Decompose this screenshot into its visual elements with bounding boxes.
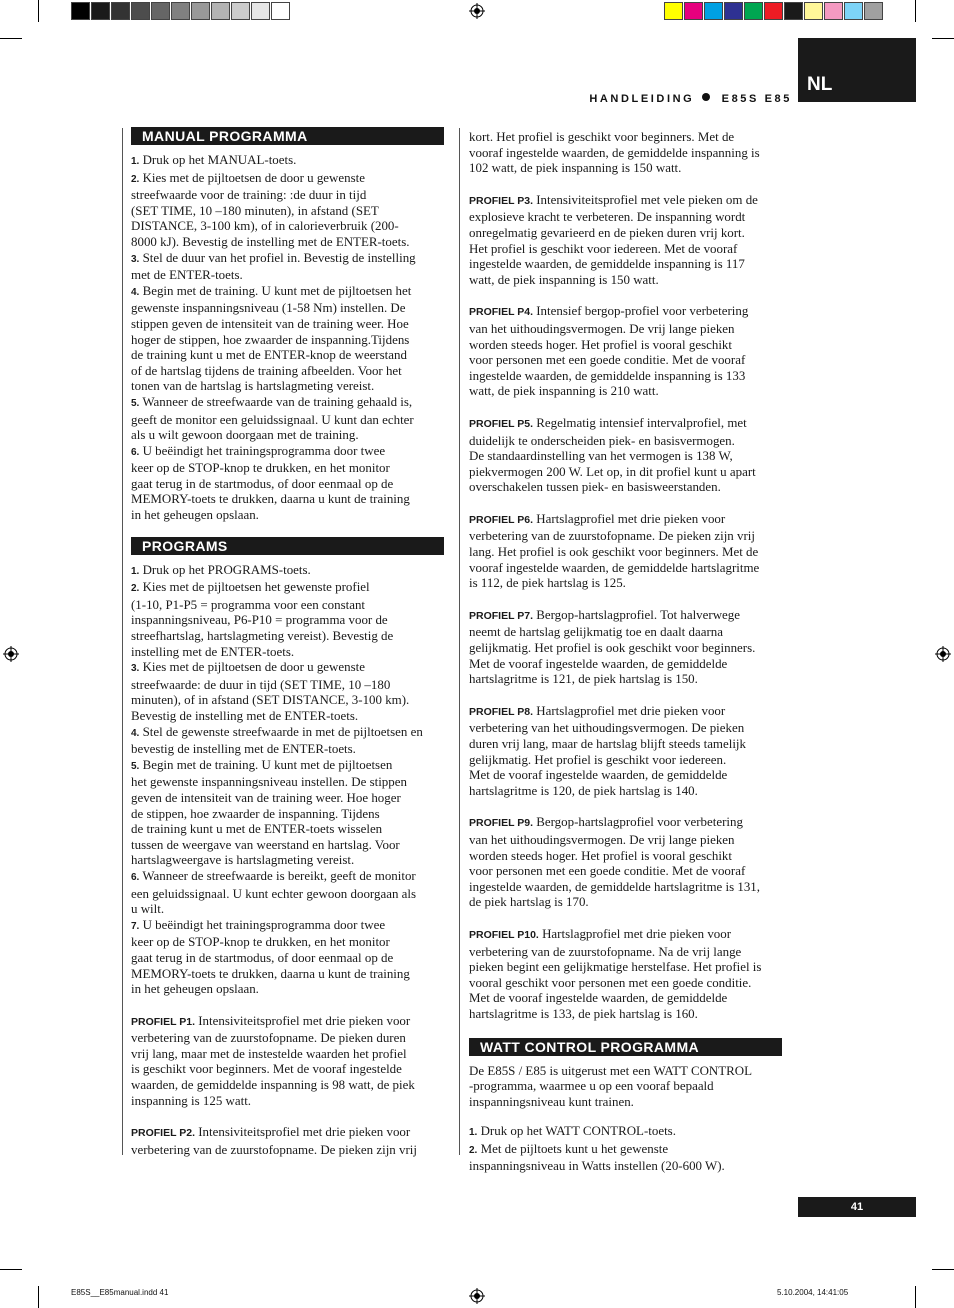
text-line: (1-10, P1-P5 = programma voor een constant [131,596,366,612]
text-line: ingestelde waarden, de gemiddelde inspanning is 117 [469,256,745,272]
page-number: 41 [798,1197,916,1217]
text-line: in het geheugen opslaan. [131,507,259,523]
text-line: voor personen met een goede conditie. Met de vooraf [469,352,746,368]
color-swatch [91,2,110,20]
text-line: tussen de weergave van weerstand en hartslag. Voor [131,836,400,852]
text-line: het gewenste inspanningsniveau instellen. De stippen [131,774,407,790]
text-line: MEMORY-toets te drukken, daarna u kunt de training [131,965,410,981]
color-swatch [764,2,783,20]
crop-mark [915,0,916,22]
color-swatch [784,2,803,20]
language-tab [798,38,916,102]
profile-label: PROFIEL P8. [469,705,533,718]
text-line: De E85S / E85 is uitgerust met een WATT CONTROL [469,1062,753,1078]
watt-intro [469,1063,782,1110]
profile-label: PROFIEL P3. [469,194,533,207]
crop-mark [0,38,22,39]
text-line: Druk op het PROGRAMS-toets. [139,561,311,577]
text-line: Kies met de pijltoetsen het gewenste profiel [139,579,370,595]
text-line: de stippen, hoe zwaarder de inspanning. Tijdens [131,805,380,821]
text-line: inspanningsniveau kunt trainen. [469,1093,634,1109]
text-line: gelijkmatig. Het profiel is ook geschikt voor beginners. [469,640,756,656]
manual-steps [131,152,444,523]
profile-paragraph [469,607,782,687]
text-line: streefhartslag, hartslagmeting vereist). Bevestig de [131,628,394,644]
text-line: geven de intensiteit van de training weer. Hoe hoger [131,789,401,805]
text-line: piekvermogen 200 W. Let op, in dit profiel kunt u apart [469,463,756,479]
text-line: De standaardinstelling van het vermogen is 138 W, [469,448,733,464]
text-line: Het profiel is geschikt voor iedereen. Met de vooraf [469,240,738,256]
text-line: lang. Het profiel is ook geschikt voor beginners. Met de [469,544,759,560]
crop-mark [38,1286,39,1308]
text-line: de training kunt u met de ENTER-knop de weerstand [131,347,407,363]
text-line: MEMORY-toets te drukken, daarna u kunt de training [131,491,410,507]
step-item [131,757,444,868]
profile-label: PROFIEL P5. [469,417,533,430]
color-swatch [271,2,290,20]
header-title-right: E85S E85 [721,93,792,105]
profile-paragraph [469,703,782,799]
text-line: vooraf ingestelde waarden, de gemiddelde inspanning is [469,144,760,160]
text-line: keer op de STOP-knop te drukken, en het monitor [131,934,390,950]
text-line: 8000 kJ). Bevestig de instelling met de ENTER-toets. [131,233,410,249]
color-swatch [704,2,723,20]
text-line: overschakelen tussen piek- en basisweerstanden. [469,479,721,495]
step-item [469,1123,782,1141]
profile-paragraph [469,303,782,399]
color-swatch [864,2,883,20]
color-swatch [231,2,250,20]
step-number: 2. [131,583,140,595]
step-item [131,283,444,394]
text-line: tonen van de hartslag is hartslagmeting vereist. [131,378,375,394]
color-swatch [71,2,90,20]
text-line: hartslagritme is 133, de piek hartslag is 160. [469,1005,698,1021]
profile-p2-continued [469,129,782,176]
text-line: gaat terug in de startmodus, of door eenmaal op de [131,949,394,965]
profile-label: PROFIEL P9. [469,817,533,830]
crop-mark [915,1286,916,1308]
left-column [131,127,444,1157]
column-rule [122,128,123,1155]
text-line: streefwaarde: de duur in tijd (SET TIME, 10 –180 [131,676,391,692]
text-line: gewenste inspanningsniveau (1-58 Nm) instellen. De [131,300,406,316]
text-line: de piek hartslag is 170. [469,894,589,910]
text-line: U beëindigt het trainingsprogramma door twee [139,916,386,932]
text-line: geeft de monitor een geluidssignaal. U kunt dan echter [131,411,414,427]
text-line: van het uithoudingsvermogen. De vrij lange pieken [469,320,735,336]
text-line: Met de vooraf ingestelde waarden, de gemiddelde [469,767,728,783]
text-line: onregelmatig gevarieerd en de pieken duren vrij kort. [469,224,745,240]
text-line: bevestig de instelling met de ENTER-toets. [131,741,356,757]
step-number: 7. [131,920,140,932]
text-line: in het geheugen opslaan. [131,981,259,997]
text-line: hartslagritme is 121, de piek hartslag is 150. [469,671,698,687]
color-swatch [844,2,863,20]
text-line: Intensiviteitsprofiel met drie pieken voor [195,1012,411,1028]
color-swatch [664,2,683,20]
text-line: worden steeds hoger. Het profiel is vooral geschikt [469,336,732,352]
text-line: inspanning is 125 watt. [131,1092,252,1108]
registration-mark-icon [3,646,19,662]
registration-mark-icon [469,3,485,19]
text-line: verbetering van de zuurstofopname. Na de vrij lange [469,943,742,959]
text-line: of de hartslag tijdens de training afbeelden. Voor het [131,362,402,378]
text-line: DISTANCE, 3-100 km), of in calorieverbruik (200- [131,218,399,234]
right-column [469,129,782,1174]
text-line: duren vrij lang, maar de hartslag blijft steeds tamelijk [469,736,746,751]
text-line: verbetering van de zuurstofopname. De pieken zijn vrij [131,1141,417,1157]
text-line: Bergop-hartslagprofiel. Tot halverwege [533,606,740,622]
text-line: inspanningsniveau in Watts instellen (20-600 W). [469,1158,725,1174]
text-line: een geluidssignaal. U kunt echter gewoon doorgaan als [131,885,417,901]
text-line: U beëindigt het trainingsprogramma door twee [139,442,386,458]
text-line: 102 watt, de piek inspanning is 150 watt. [469,160,682,176]
text-line: ingestelde waarden, de gemiddelde inspanning is 133 [469,367,746,383]
step-number: 1. [469,1127,478,1139]
text-line: Stel de gewenste streefwaarde in met de pijltoetsen en [139,723,423,739]
text-line: met de ENTER-toets. [131,267,243,283]
text-line: verbetering van de zuurstofopname. De pieken zijn vrij [469,528,755,544]
text-line: is 112, de piek hartslag is 125. [469,575,626,591]
color-swatch [211,2,230,20]
text-line: worden steeds hoger. Het profiel is vooral geschikt [469,847,732,863]
text-line: waarden, de gemiddelde inspanning is 98 watt, de piek [131,1077,415,1093]
text-line: hoger de stippen, hoe zwaarder de inspanning.Tijdens [131,331,410,347]
text-line: Hartslagprofiel met drie pieken voor [533,510,726,526]
text-line: kort. Het profiel is geschikt voor beginners. Met de [469,129,735,144]
text-line: Kies met de pijltoetsen de door u gewenste [139,169,365,185]
text-line: Met de pijltoets kunt u het gewenste [477,1140,669,1156]
text-line: duidelijk te onderscheiden piek- en basisvermogen. [469,432,735,448]
color-swatch [111,2,130,20]
step-number: 2. [131,173,140,185]
text-line: (SET TIME, 10 –180 minuten), in afstand (SET [131,202,379,218]
text-line: Intensief bergop-profiel voor verbetering [533,303,749,319]
section-heading-manual: MANUAL PROGRAMMA [131,127,444,145]
profile-label: PROFIEL P6. [469,513,533,526]
text-line: stippen geven de intensiteit van de training weer. Hoe [131,315,409,331]
text-line: hartslagweergave is hartslagmeting vereist. [131,852,355,868]
language-label: NL [807,74,833,95]
step-item [131,868,444,917]
color-swatch [151,2,170,20]
text-line: keer op de STOP-knop te drukken, en het monitor [131,460,390,476]
text-line: Bergop-hartslagprofiel voor verbetering [533,814,743,830]
text-line: -programma, waarmee u op een vooraf bepaald [469,1078,714,1094]
color-swatch [251,2,270,20]
text-line: verbetering van de zuurstofopname. De pieken duren [131,1030,406,1046]
profile-paragraph [469,511,782,591]
text-line: Intensiviteitsprofiel met drie pieken voor [195,1124,411,1140]
header-title [540,93,792,105]
color-swatch [191,2,210,20]
text-line: watt, de piek inspanning is 210 watt. [469,383,659,399]
step-number: 5. [131,760,140,772]
watt-steps [469,1123,782,1174]
text-line: neemt de hartslag gelijkmatig toe en daalt daarna [469,624,723,640]
column-rule [459,128,460,1155]
text-line: Bevestig de instelling met de ENTER-toets. [131,708,359,723]
step-number: 4. [131,286,140,298]
crop-mark [932,1269,954,1270]
profile-paragraph [131,1124,444,1157]
text-line: vooraf ingestelde waarden, de gemiddelde hartslagritme [469,559,760,575]
step-number: 3. [131,663,140,675]
step-number: 4. [131,727,140,739]
step-item [131,250,444,283]
color-swatch [744,2,763,20]
color-swatch [824,2,843,20]
text-line: van het uithoudingsvermogen. De vrij lange pieken [469,831,735,847]
text-line: Begin met de training. U kunt met de pijltoetsen het [139,282,412,298]
step-item [131,443,444,523]
section-heading-watt: WATT CONTROL PROGRAMMA [469,1038,782,1056]
crop-mark [38,0,39,22]
profile-paragraph [469,926,782,1022]
text-line: vooral geschikt voor personen met een goede conditie. [469,974,752,990]
bullet-icon [702,93,710,101]
profile-label: PROFIEL P2. [131,1127,195,1140]
step-item [131,170,444,250]
profile-label: PROFIEL P1. [131,1015,195,1028]
text-line: Stel de duur van het profiel in. Bevestig de instelling [139,249,416,265]
step-number: 1. [131,156,140,167]
text-line: gelijkmatig. Het profiel is geschikt voor iedereen. [469,751,727,767]
slug-timestamp: 5.10.2004, 14:41:05 [777,1288,849,1297]
text-line: Hartslagprofiel met drie pieken voor [538,925,732,941]
text-line: als u wilt gewoon doorgaan met de training. [131,427,359,443]
profile-paragraph [469,814,782,910]
header-title-left: HANDLEIDING [589,93,695,105]
step-item [131,579,444,659]
color-swatch [724,2,743,20]
color-swatch [804,2,823,20]
text-line: u wilt. [131,901,165,917]
step-number: 6. [131,871,140,883]
text-line: Wanneer de streefwaarde is bereikt, geeft de monitor [139,867,416,883]
text-line: vrij lang, maar met de instestelde waarden het profiel [131,1045,407,1061]
text-line: instelling met de ENTER-toets. [131,643,295,659]
text-line: Druk op het MANUAL-toets. [139,152,297,167]
crop-mark [932,38,954,39]
step-item [131,152,444,170]
text-line: gaat terug in de startmodus, of door eenmaal op de [131,475,394,491]
text-line: hartslagritme is 120, de piek hartslag is 140. [469,782,698,798]
text-line: Met de vooraf ingestelde waarden, de gemiddelde [469,990,728,1006]
programs-steps [131,562,444,997]
registration-mark-icon [935,646,951,662]
step-item [131,562,444,580]
step-item [131,659,444,723]
text-line: Wanneer de streefwaarde van de training gehaald is, [139,393,413,409]
registration-mark-icon [469,1288,485,1304]
text-line: explosieve kracht te verbeteren. De inspanning wordt [469,209,746,225]
color-swatch [171,2,190,20]
text-line: Druk op het WATT CONTROL-toets. [477,1123,676,1139]
text-line: ingestelde waarden, de gemiddelde hartslagritme is 131, [469,878,760,894]
text-line: streefwaarde voor de training: :de duur in tijd [131,187,367,203]
profile-paragraph [131,1013,444,1109]
text-line: inspanningsniveau, P6-P10 = programma voor de [131,612,388,628]
text-line: verbetering van het uithoudingsvermogen. De pieken [469,720,745,736]
step-number: 5. [131,397,140,409]
section-heading-programs: PROGRAMS [131,537,444,555]
profile-label: PROFIEL P4. [469,306,533,319]
step-number: 1. [131,565,140,577]
step-item [131,394,444,443]
text-line: Met de vooraf ingestelde waarden, de gemiddelde [469,655,728,671]
step-item [131,724,444,757]
profile-list [131,997,444,1158]
profile-paragraph [469,192,782,288]
step-number: 3. [131,253,140,265]
text-line: Regelmatig intensief intervalprofiel, met [533,414,747,430]
step-number: 2. [469,1144,478,1156]
color-swatch [684,2,703,20]
slug-filename: E85S__E85manual.indd 41 [71,1288,169,1297]
text-line: pieken begint een gelijkmatige herstelfase. Het profiel is [469,959,762,975]
step-number: 6. [131,446,140,458]
text-line: de training kunt u met de ENTER-toets wisselen [131,821,383,837]
profile-label: PROFIEL P10. [469,928,539,941]
text-line: Hartslagprofiel met drie pieken voor [533,702,726,718]
text-line: Kies met de pijltoetsen de door u gewenste [139,659,365,675]
text-line: Begin met de training. U kunt met de pijltoetsen [139,756,393,772]
text-line: Intensiviteitsprofiel met vele pieken om de [533,191,758,207]
text-line: minuten), of in afstand (SET DISTANCE, 3-100 km). [131,692,410,708]
crop-mark [0,1269,22,1270]
profile-paragraph [469,415,782,495]
step-item [131,917,444,997]
text-line: is geschikt voor beginners. Met de vooraf ingestelde [131,1061,402,1077]
profile-list [469,176,782,1022]
profile-label: PROFIEL P7. [469,609,533,622]
text-line: voor personen met een goede conditie. Met de vooraf [469,863,746,879]
step-item [469,1141,782,1174]
color-swatch [131,2,150,20]
text-line: watt, de piek inspanning is 150 watt. [469,271,659,287]
